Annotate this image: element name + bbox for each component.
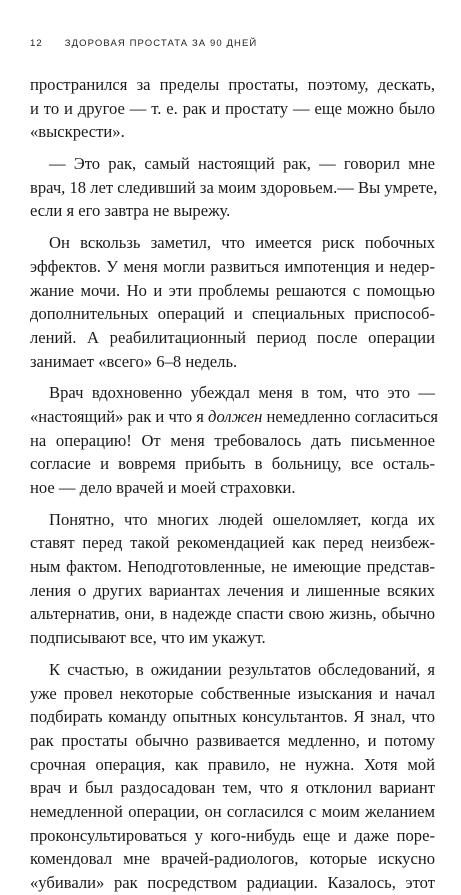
text-line: дополнительных операций и специальных приспособ- [30, 304, 435, 324]
text-line: эффектов. У меня могли развиться импотенция и недер- [30, 256, 435, 276]
text-line: уже провел некоторые собственные изыскания и начал [30, 683, 435, 703]
paragraph [30, 658, 435, 895]
text-line: занимает «всего» 6–8 недель. [30, 351, 238, 371]
text-line: врач, 18 лет следивший за моим здоровьем.— Вы умрете, [30, 177, 438, 197]
page-number: 12 [30, 38, 43, 49]
text-line: жание мочи. Но и эти проблемы решаются с помощью [30, 280, 435, 300]
text-line: проконсультироваться у кого-нибудь еще и даже поре- [30, 825, 435, 845]
text-line: ставят перед такой рекомендацией как перед неизбеж- [30, 533, 435, 553]
text-line: врач и был раздосадован тем, что я отклонил вариант [30, 778, 435, 798]
text-line: и то и другое — т. е. рак и простату — еще можно было [30, 98, 435, 118]
text-line: Понятно, что многих людей ошеломляет, когда их [49, 509, 435, 529]
paragraph [30, 231, 435, 373]
text-line: рак простаты обычно развивается медленно, и потому [30, 730, 435, 750]
text-line: «настоящий» рак и что я должен немедленно согласиться [30, 406, 439, 426]
text-line: ным фактом. Неподготовленные, не имеющие представ- [30, 557, 435, 577]
text-line: немедленной операции, он согласился с моим желанием [30, 801, 435, 821]
text-line: согласие и вовремя прибыть в больницу, все осталь- [30, 454, 435, 474]
text-line: лений. А реабилитационный период после операции [30, 327, 435, 347]
text-line: ления о других вариантах лечения и лишенные всяких [30, 580, 435, 600]
text-line: ное — дело врачей и моей страховки. [30, 478, 296, 497]
paragraph [30, 73, 435, 144]
text-line: Врач вдохновенно убеждал меня в том, что это — [49, 383, 435, 403]
text-line: срочная операция, как правило, не нужна. Хотя мой [30, 754, 435, 774]
emphasis: должен [208, 406, 263, 426]
paragraph [30, 381, 439, 499]
text-line: — Это рак, самый настоящий рак, — говорил мне [49, 154, 435, 174]
text-line: Он вскользь заметил, что имеется риск побочных [49, 233, 435, 253]
text-line: «убивали» рак посредством радиации. Казалось, этот [30, 873, 435, 892]
text-line: пространился за пределы простаты, поэтому, дескать, [30, 75, 435, 94]
running-head [30, 38, 257, 49]
text-line: на операцию! От меня требовалось дать письменное [30, 430, 435, 450]
body-text [30, 73, 439, 895]
text-line: подбирать команду опытных консультантов. Я знал, что [30, 707, 435, 727]
text-line: альтернатив, они, в надежде спасти свою жизнь, обычно [30, 604, 435, 624]
text-line: если я его завтра не вырежу. [30, 201, 231, 221]
text-line: К счастью, в ожидании результатов обследований, я [49, 659, 435, 679]
paragraph [30, 508, 435, 650]
paragraph [30, 152, 438, 223]
text-line: подписывают все, что им укажут. [30, 628, 266, 648]
book-title: ЗДОРОВАЯ ПРОСТАТА ЗА 90 ДНЕЙ [64, 38, 258, 49]
text-line: «выскрести». [30, 122, 125, 142]
text-line: комендовал мне врачей-радиологов, которые искусно [30, 849, 435, 869]
